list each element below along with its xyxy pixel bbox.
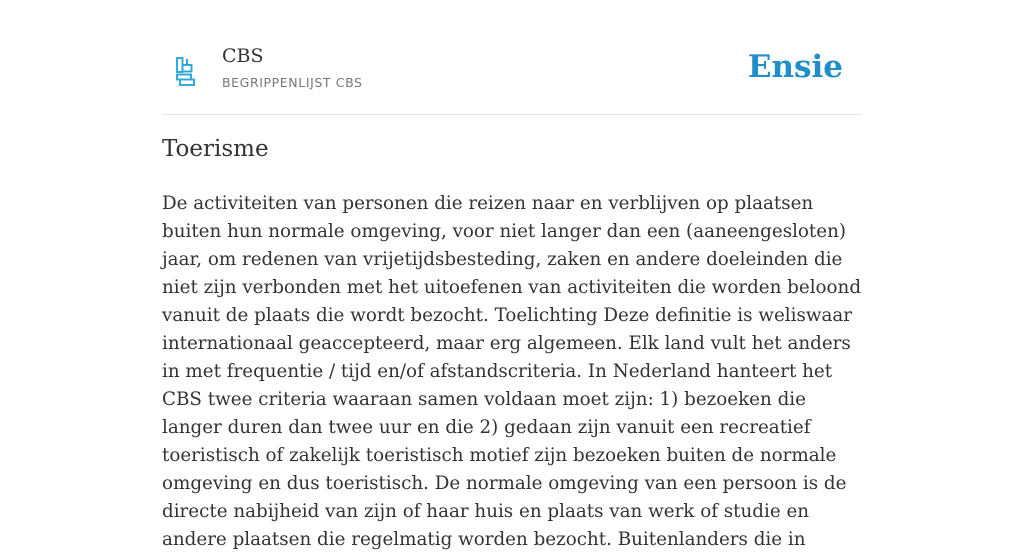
cbs-logo-icon[interactable] xyxy=(175,56,197,88)
brand-logo[interactable]: Ensie xyxy=(747,49,843,85)
header xyxy=(162,0,862,115)
source-name[interactable]: CBS xyxy=(222,45,264,67)
entry-title: Toerisme xyxy=(162,136,269,162)
source-subtitle[interactable]: BEGRIPPENLIJST CBS xyxy=(222,75,363,90)
entry-definition: De activiteiten van personen die reizen naar en verblijven op plaatsen buiten hun normale omgeving, voor niet langer dan een (aaneengesloten) jaar, om redenen van vrijetijdsbesteding, zaken en andere doeleinden die niet zijn verbonden met het uitoefenen van activiteiten die worden beloond vanuit de plaats die wordt bezocht. Toelichting Deze definitie is weliswaar internationaal geaccepteerd, maar erg algemeen. Elk land vult het anders in met frequentie / tijd en/of afstandscriteria. In Nederland hanteert het CBS twee criteria waaraan samen voldaan moet zijn: 1) bezoeken die langer duren dan twee uur en die 2) gedaan zijn vanuit een recreatief toeristisch of zakelijk toeristisch motief zijn bezoeken buiten de normale omgeving en dus toeristisch. De normale omgeving van een persoon is de directe nabijheid van zijn of haar huis en plaats van werk of studie en andere plaatsen die regelmatig worden bezocht. Buitenlanders die in xyxy=(162,193,862,550)
